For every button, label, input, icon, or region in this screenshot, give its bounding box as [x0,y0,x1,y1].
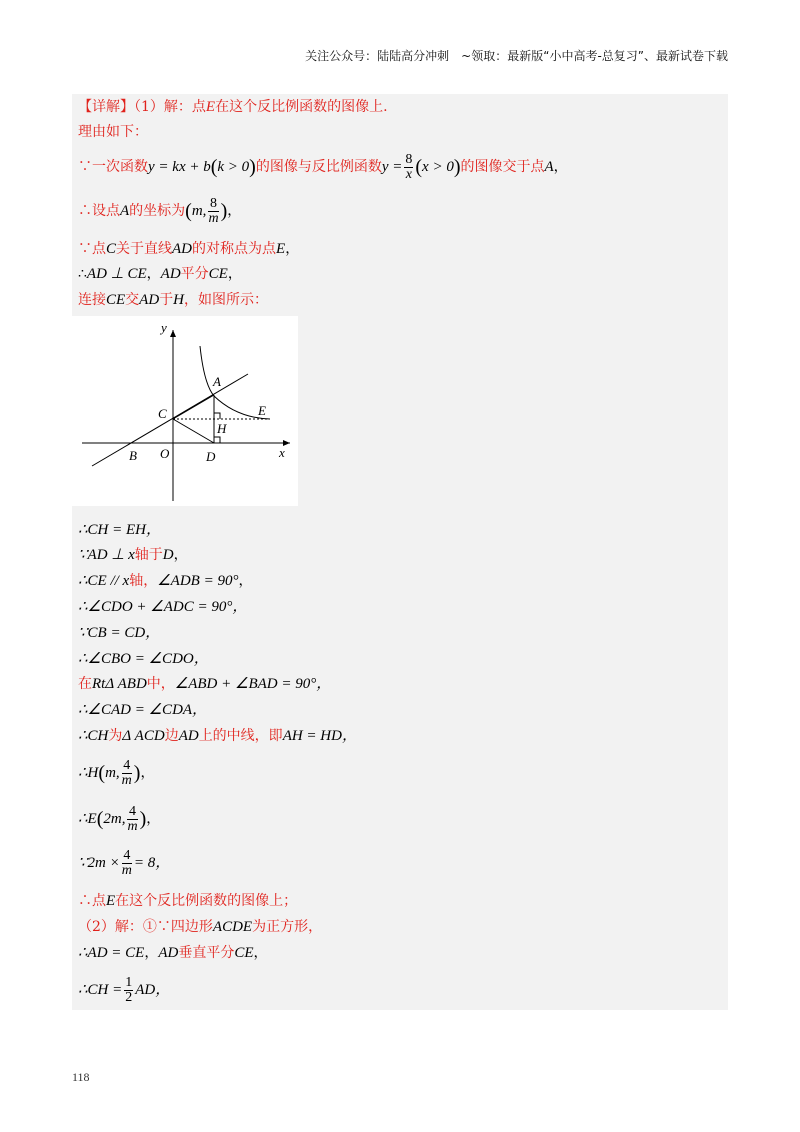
line-10: ∴CE // x轴，∠ADB = 90°， [78,573,253,589]
detail-tag: 【详解】 [78,99,134,115]
label-E: E [258,403,266,418]
line-22: ∴AD = CE，AD垂直平分CE， [78,945,268,961]
line-18: ∴E(2m, $\frac{4}{m}$ )， [78,803,161,834]
line-13: ∴∠CBO = ∠CDO， [78,651,209,667]
label-B: B [129,448,137,463]
label-x: x [279,445,285,460]
line-20: ∴点E在这个反比例函数的图像上； [78,893,298,909]
label-D: D [206,449,216,464]
right-angle-H [214,413,220,419]
line-1: 【详解】（1）解：点E在这个反比例函数的图像上. [78,99,388,115]
y-axis-arrow [170,330,176,337]
line-y-kx-b [92,374,248,466]
line-5: ∵点C关于直线AD的对称点为点E， [78,241,300,257]
line-14: 在RtΔ ABD中，∠ABD + ∠BAD = 90°， [78,676,332,692]
geometry-figure [72,316,298,506]
line-7: 连接CE交AD于H，如图所示： [78,292,269,308]
line-9: ∵AD ⊥ x轴于D， [78,547,188,563]
label-O: O [160,446,170,461]
label-y: y [161,320,167,335]
fraction-4-over-m-3: $\frac{4}{m}$ [121,847,132,878]
line-8: ∴CH = EH， [78,522,161,538]
line-21: （2）解：①∵四边形ACDE为正方形， [78,919,323,935]
line-11: ∴∠CDO + ∠ADC = 90°， [78,599,248,615]
page-header: 关注公众号：陆陆高分冲刺 ~领取：最新版“小中高考-总复习”、最新试卷下载 [305,49,728,63]
line-15: ∴∠CAD = ∠CDA， [78,702,208,718]
fraction-1-over-2: $\frac{1}{2}$ [125,974,133,1005]
segment-CA [173,395,214,419]
coordinate-diagram [72,316,298,506]
label-H: H [217,421,227,436]
line-2: 理由如下： [78,124,148,140]
line-19: ∵2m × $\frac{4}{m}$ = 8， [78,847,171,878]
right-angle-D [214,437,220,443]
label-A: A [213,374,221,389]
solution-panel [72,94,728,1010]
fraction-4-over-m-2: $\frac{4}{m}$ [127,803,138,834]
line-12: ∵CB = CD， [78,625,161,641]
fraction-8-over-m: $\frac{8}{m}$ [208,195,219,226]
fraction-8-over-x: $\frac{8}{x}$ [405,151,413,182]
line-3: ∵一次函数y = kx + b(k > 0)的图像与反比例函数y = $\frac{8}{x}$ (x > 0)的图像交于点A， [78,151,568,182]
label-C: C [158,406,167,421]
line-6: ∴AD ⊥ CE，AD平分CE， [78,266,242,282]
segment-CD [173,419,214,443]
line-17: ∴H(m, $\frac{4}{m}$ )， [78,757,155,788]
line-4: ∴设点A的坐标为(m, $\frac{8}{m}$ )， [78,195,242,226]
line-23: ∴CH = $\frac{1}{2}$ AD， [78,974,171,1005]
fraction-4-over-m: $\frac{4}{m}$ [121,757,132,788]
page-number: 118 [72,1070,90,1084]
line-16: ∴CH为Δ ACD边AD上的中线，即AH = HD， [78,728,357,744]
